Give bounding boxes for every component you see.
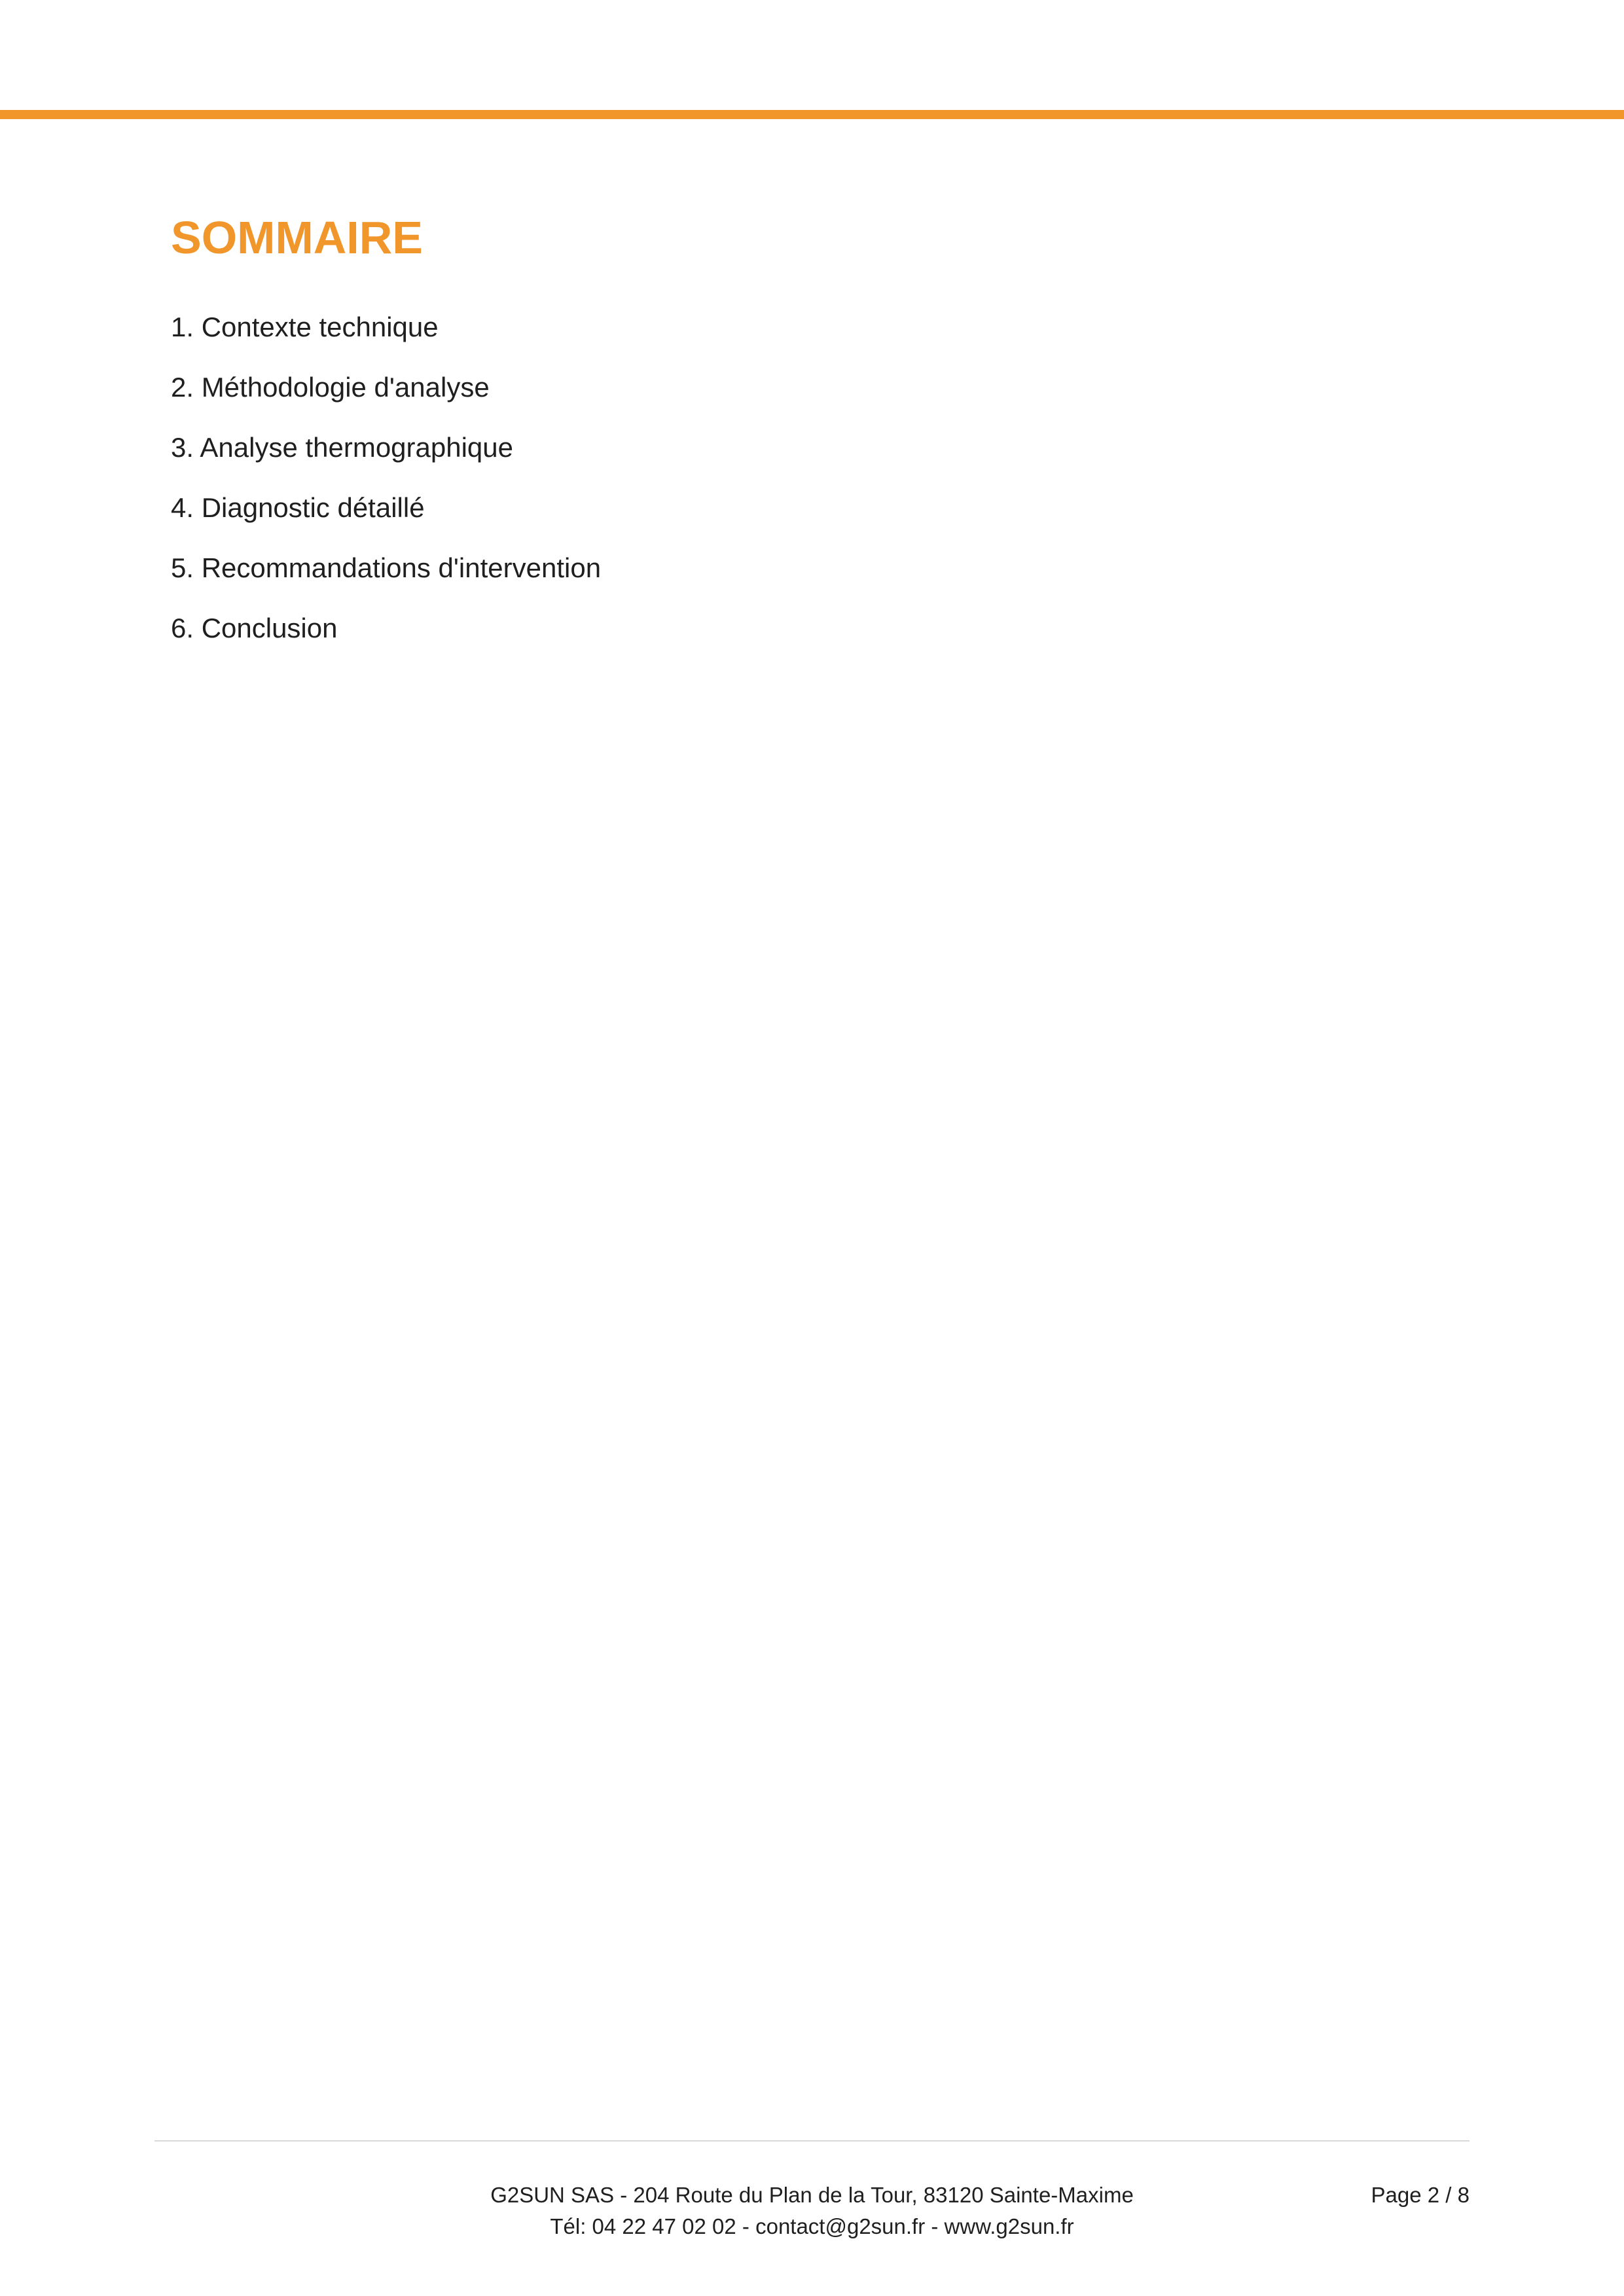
toc-title: SOMMAIRE [171,212,423,263]
toc-list [171,308,601,669]
toc-item-methodologie: 2. Méthodologie d'analyse [171,372,490,403]
toc-item-analyse-thermographique: 3. Analyse thermographique [171,432,514,463]
footer-address: G2SUN SAS - 204 Route du Plan de la Tour, 83120 Sainte-Maxime [490,2183,1134,2207]
toc-item-recommandations: 5. Recommandations d'intervention [171,552,602,583]
footer-divider [154,2140,1470,2142]
toc-item-conclusion: 6. Conclusion [171,613,338,643]
toc-item-contexte-technique: 1. Contexte technique [171,312,439,342]
page-number: Page 2 / 8 [1371,2183,1470,2207]
footer-contact: Tél: 04 22 47 02 02 - contact@g2sun.fr - www.g2sun.fr [550,2214,1074,2238]
header-accent-rule [0,110,1624,119]
toc-item-diagnostic: 4. Diagnostic détaillé [171,492,425,523]
